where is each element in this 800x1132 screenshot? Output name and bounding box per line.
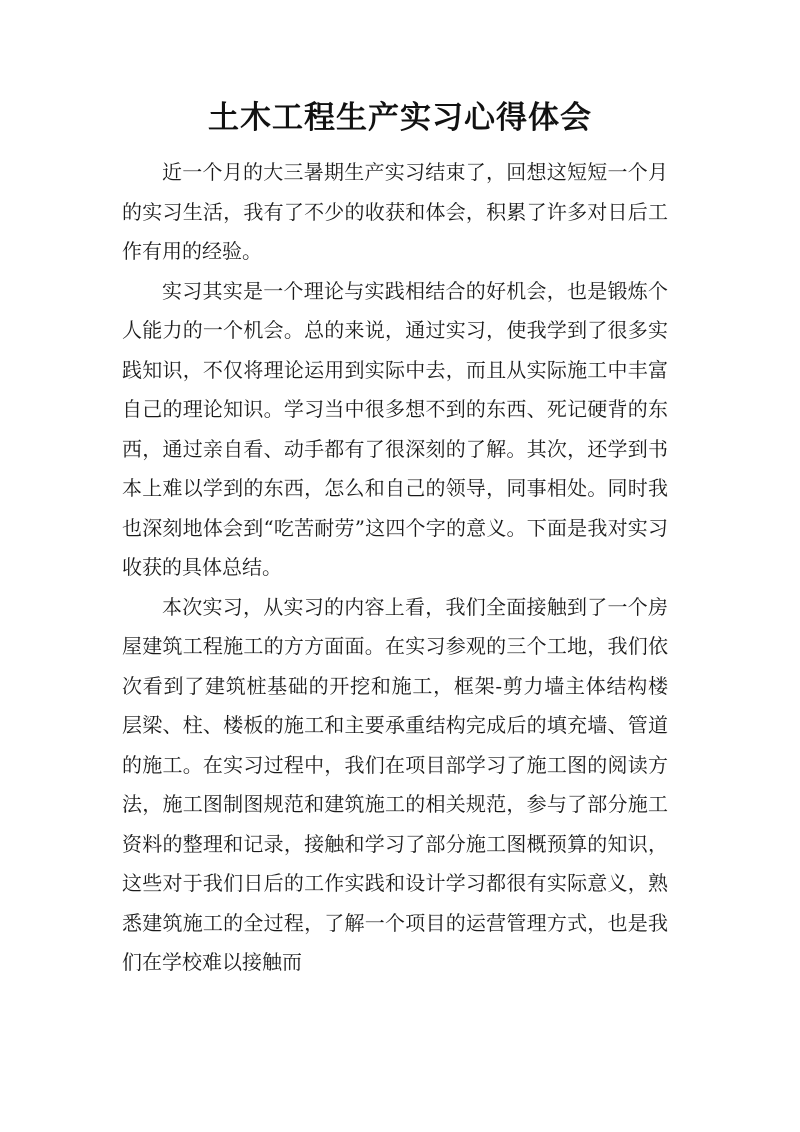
paragraph-1: 近一个月的大三暑期生产实习结束了，回想这短短一个月的实习生活，我有了不少的收获和体会，积累了许多对日后工作有用的经验。 — [122, 160, 668, 263]
paragraph-2: 实习其实是一个理论与实践相结合的好机会，也是锻炼个人能力的一个机会。总的来说，通过实习，使我学到了很多实践知识，不仅将理论运用到实际中去，而且从实际施工中丰富自己的理论知识。学习当中很多想不到的东西、死记硬背的东西，通过亲自看、动手都有了很深刻的了解。其次，还学到书本上难以学到的东西，怎么和自己的领导，同事相处。同时我也深刻地体会到“吃苦耐劳”这四个字的意义。下面是我对实习收获的具体总结。 — [122, 278, 668, 579]
page-title: 土木工程生产实习心得体会 — [208, 100, 592, 136]
paragraph-3: 本次实习，从实习的内容上看，我们全面接触到了一个房屋建筑工程施工的方方面面。在实习参观的三个工地，我们依次看到了建筑桩基础的开挖和施工，框架-剪力墙主体结构楼层梁、柱、楼板的施工和主要承重结构完成后的填充墙、管道的施工。在实习过程中，我们在项目部学习了施工图的阅读方法，施工图制图规范和建筑施工的相关规范，参与了部分施工资料的整理和记录，接触和学习了部分施工图概预算的知识，这些对于我们日后的工作实践和设计学习都很有实际意义，熟悉建筑施工的全过程，了解一个项目的运营管理方式，也是我们在学校难以接触而 — [122, 594, 668, 974]
document-body — [122, 153, 668, 983]
